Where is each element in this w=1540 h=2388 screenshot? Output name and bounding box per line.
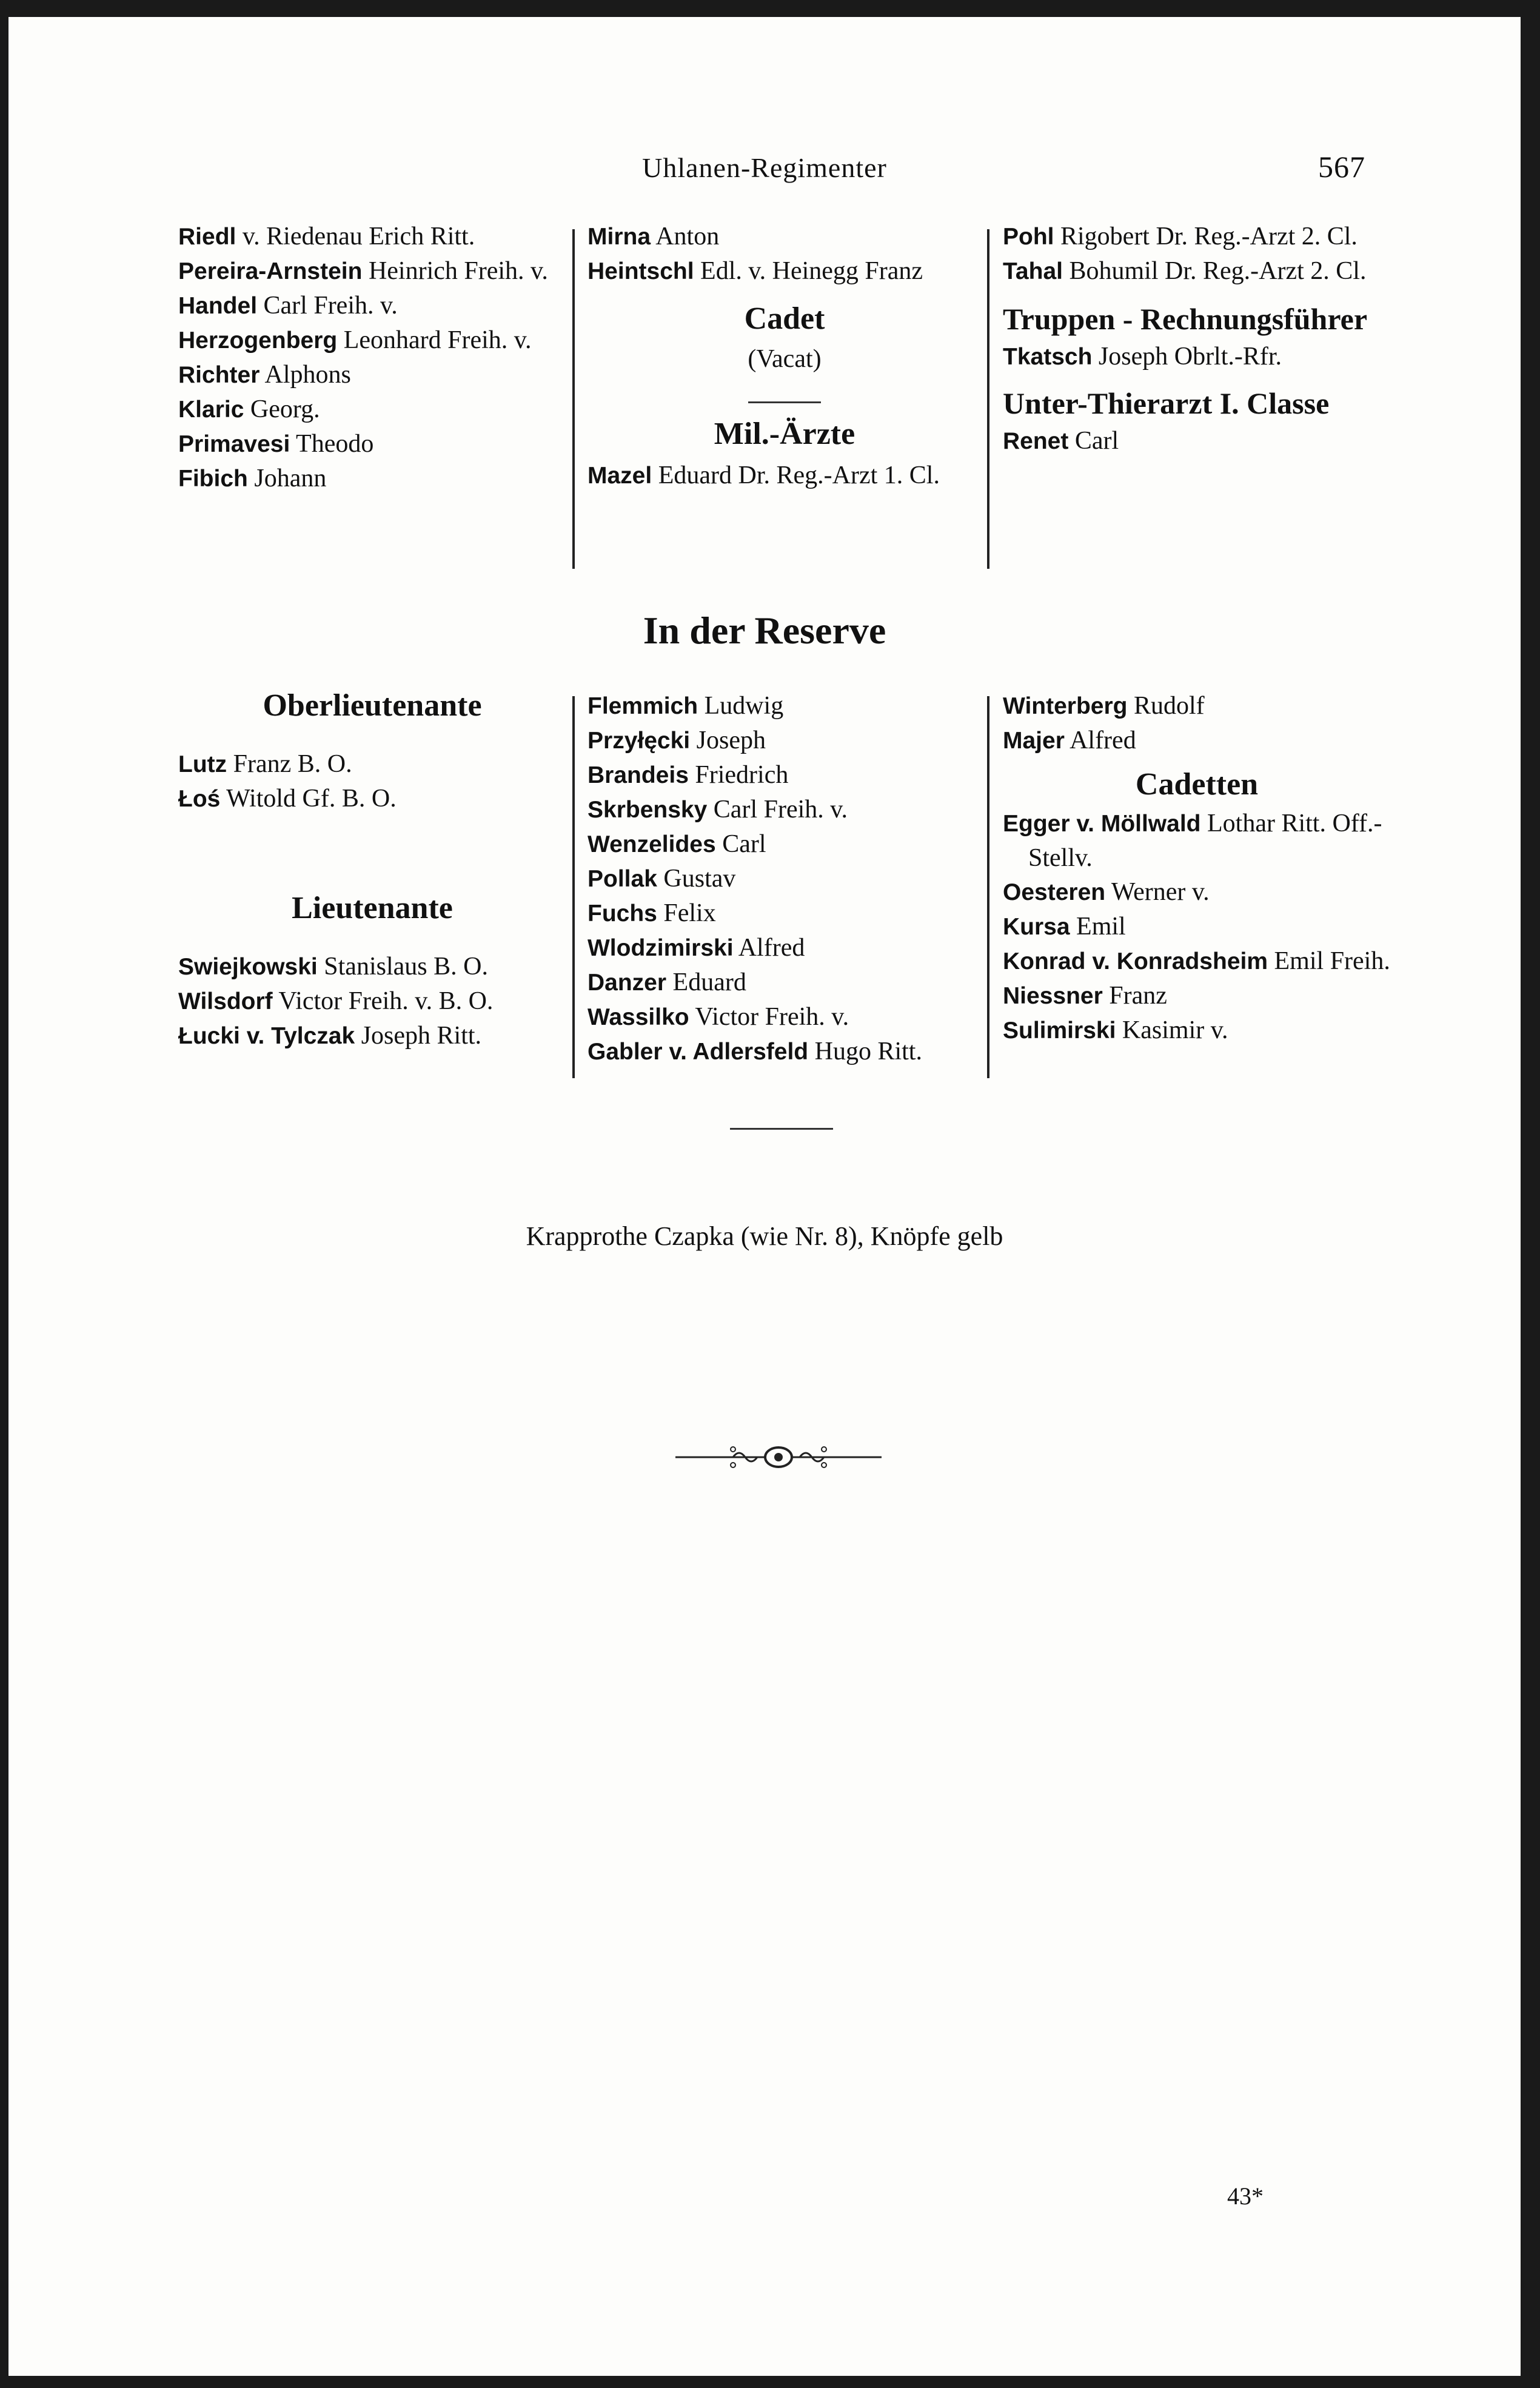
surname: Łoś [178, 786, 221, 812]
surname: Łucki v. Tylczak [178, 1023, 355, 1049]
roster-entry [588, 758, 982, 793]
surname: Herzogenberg [178, 327, 338, 354]
given-name: Stanislaus B. O. [317, 953, 488, 981]
roster-entry [178, 392, 566, 427]
surname: Pohl [1003, 224, 1054, 250]
roster-entry [178, 254, 566, 289]
surname: Niessner [1003, 983, 1103, 1009]
given-name: Joseph Ritt. [355, 1022, 482, 1050]
given-name: v. Riedenau Erich Ritt. [236, 223, 475, 250]
roster-entry [1003, 424, 1391, 458]
column-rule [987, 229, 989, 569]
roster-entry [178, 427, 566, 461]
page-number: 567 [1318, 150, 1365, 184]
top-col-3 [1003, 220, 1391, 458]
roster-entry [588, 220, 982, 254]
reserve-col-3 [1003, 689, 1391, 1048]
given-name: Eduard [666, 968, 746, 996]
cadetten-heading: Cadetten [1135, 767, 1259, 802]
surname: Fuchs [588, 901, 657, 927]
roster-entry [178, 984, 566, 1019]
roster-entry [178, 220, 566, 254]
roster-entry [178, 950, 566, 984]
roster-entry [1003, 220, 1391, 254]
given-name: Leonhard Freih. v. [337, 326, 532, 354]
uniform-note: Krapprothe Czapka (wie Nr. 8), Knöpfe gelb [526, 1221, 1003, 1251]
given-name: Rudolf [1127, 692, 1205, 720]
roster-entry [588, 931, 982, 965]
roster-entry [588, 458, 982, 493]
surname: Konrad v. Konradsheim [1003, 948, 1268, 974]
given-name: Emil Freih. [1268, 947, 1390, 975]
column-rule [572, 696, 575, 1078]
surname: Wassilko [588, 1004, 689, 1030]
roster-entry [588, 1035, 982, 1069]
surname: Riedl [178, 224, 236, 250]
given-name: Alphons [259, 361, 351, 389]
given-name: Emil [1070, 913, 1126, 941]
roster-entry [178, 289, 566, 323]
roster-entry [588, 862, 982, 896]
column-rule [572, 229, 575, 569]
surname: Swiejkowski [178, 954, 318, 980]
running-title: Uhlanen-Regimenter [642, 152, 887, 183]
surname: Danzer [588, 970, 667, 996]
given-name: Ludwig [698, 692, 784, 720]
roster-entry [1003, 689, 1391, 723]
surname: Handel [178, 293, 258, 319]
surname: Majer [1003, 728, 1065, 754]
surname: Winterberg [1003, 693, 1128, 719]
given-name: Lothar Ritt. Off.-Stellv. [1028, 810, 1382, 872]
given-name: Heinrich Freih. v. [362, 257, 548, 285]
roster-entry [178, 358, 566, 392]
cadet-heading: Cadet [744, 301, 825, 336]
column-rule [987, 696, 989, 1078]
given-name: Kasimir v. [1116, 1016, 1228, 1044]
surname: Wilsdorf [178, 988, 273, 1015]
reserve-heading: In der Reserve [643, 609, 886, 652]
given-name: Hugo Ritt. [808, 1038, 922, 1065]
surname: Brandeis [588, 762, 689, 788]
given-name: Friedrich [688, 761, 789, 789]
surname: Przyłęcki [588, 728, 691, 754]
cadet-vacat: (Vacat) [748, 345, 822, 373]
given-name: Carl [715, 830, 766, 858]
roster-entry [588, 689, 982, 723]
given-name: Carl [1068, 427, 1119, 455]
given-name: Victor Freih. v. [689, 1003, 849, 1031]
given-name: Werner v. [1105, 878, 1210, 906]
given-name: Theodo [290, 430, 374, 458]
roster-entry [1003, 910, 1391, 944]
given-name: Carl Freih. v. [257, 292, 398, 320]
roster-entry [178, 461, 566, 496]
surname: Richter [178, 362, 260, 388]
roster-entry [588, 896, 982, 931]
given-name: Alfred [1064, 726, 1136, 754]
surname: Pollak [588, 866, 657, 892]
roster-entry [1003, 254, 1391, 289]
surname: Skrbensky [588, 797, 708, 823]
surname: Pereira-Arnstein [178, 258, 363, 284]
roster-entry [1003, 979, 1391, 1013]
given-name: Joseph Obrlt.-Rfr. [1092, 343, 1282, 371]
roster-entry [588, 827, 982, 862]
surname: Tahal [1003, 258, 1063, 284]
given-name: Victor Freih. v. B. O. [272, 987, 494, 1015]
roster-entry [1003, 875, 1391, 910]
surname: Gabler v. Adlersfeld [588, 1039, 809, 1065]
divider [748, 401, 821, 403]
reserve-col-1 [178, 689, 566, 1053]
given-name: Rigobert Dr. Reg.-Arzt 2. Cl. [1054, 223, 1358, 250]
surname: Egger v. Möllwald [1003, 811, 1201, 837]
surname: Primavesi [178, 431, 290, 457]
roster-entry [1003, 1013, 1391, 1048]
roster-entry [178, 1019, 566, 1053]
truppen-heading: Truppen - Rechnungsführer [1003, 302, 1368, 336]
oberlieutenante-heading: Oberlieutenante [263, 688, 482, 723]
roster-entry [588, 965, 982, 1000]
given-name: Johann [247, 465, 327, 492]
given-name: Franz [1102, 982, 1167, 1010]
reserve-col-2 [588, 689, 982, 1069]
roster-entry [1003, 944, 1391, 979]
given-name: Felix [657, 899, 716, 927]
given-name: Georg. [244, 395, 320, 423]
given-name: Edl. v. Heinegg Franz [694, 257, 923, 285]
roster-entry [588, 1000, 982, 1035]
given-name: Franz B. O. [227, 750, 352, 778]
page [8, 17, 1521, 2376]
surname: Wenzelides [588, 831, 716, 857]
given-name: Witold Gf. B. O. [220, 785, 397, 813]
roster-entry [1003, 807, 1391, 875]
given-name: Carl Freih. v. [707, 796, 848, 823]
surname: Tkatsch [1003, 344, 1093, 370]
given-name: Gustav [657, 865, 736, 893]
roster-entry [1003, 340, 1391, 374]
mil-arzte-heading: Mil.-Ärzte [714, 417, 855, 451]
roster-entry [588, 793, 982, 827]
roster-entry [178, 782, 566, 816]
given-name: Bohumil Dr. Reg.-Arzt 2. Cl. [1062, 257, 1367, 285]
top-col-1 [178, 220, 566, 496]
surname: Lutz [178, 751, 227, 777]
roster-entry [1003, 723, 1391, 758]
surname: Mirna [588, 224, 651, 250]
surname: Kursa [1003, 914, 1070, 940]
surname: Oesteren [1003, 879, 1106, 905]
ornament-icon [675, 1442, 882, 1475]
surname: Renet [1003, 428, 1069, 454]
given-name: Alfred [733, 934, 805, 962]
surname: Wlodzimirski [588, 935, 734, 961]
given-name: Anton [651, 223, 720, 250]
top-col-2 [588, 220, 982, 493]
given-name: Joseph [690, 726, 766, 754]
roster-entry [178, 323, 566, 358]
surname: Klaric [178, 397, 244, 423]
surname: Mazel [588, 463, 652, 489]
thierarzt-heading: Unter-Thierarzt I. Classe [1003, 386, 1330, 420]
lieutenante-heading: Lieutenante [292, 891, 453, 925]
roster-entry [178, 747, 566, 782]
surname: Flemmich [588, 693, 698, 719]
section-divider [730, 1128, 833, 1130]
given-name: Eduard Dr. Reg.-Arzt 1. Cl. [652, 461, 940, 489]
signature-mark: 43* [1227, 2182, 1264, 2210]
roster-entry [588, 723, 982, 758]
surname: Heintschl [588, 258, 694, 284]
surname: Sulimirski [1003, 1018, 1116, 1044]
surname: Fibich [178, 466, 248, 492]
roster-entry [588, 254, 982, 289]
